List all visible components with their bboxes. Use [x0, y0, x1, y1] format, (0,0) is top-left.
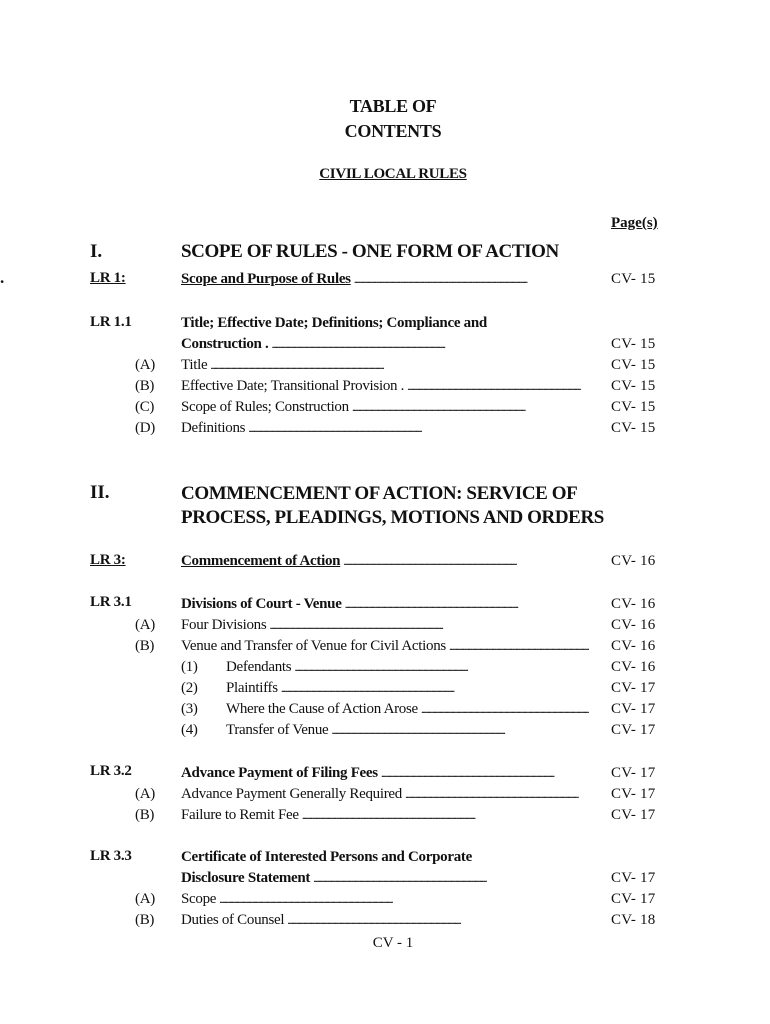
dot-leader	[210, 355, 589, 376]
dot-leader	[343, 551, 589, 572]
entry-text: Advance Payment Generally Required	[181, 786, 402, 802]
entry-text: Four Divisions	[181, 617, 267, 633]
toc-entry[interactable]	[181, 636, 589, 657]
dot-leader	[302, 805, 589, 826]
toc-entry[interactable]	[181, 763, 589, 784]
rule-number: LR 3.3	[90, 848, 132, 864]
page-ref: CV- 17	[611, 891, 656, 907]
dot-leader	[352, 397, 589, 418]
page-ref: CV- 15	[611, 378, 656, 394]
subsection-mark: (A)	[135, 786, 155, 802]
entry-text: Divisions of Court - Venue	[181, 596, 342, 612]
subsection-mark: (A)	[135, 891, 155, 907]
entry-text: Definitions	[181, 420, 246, 436]
dot-leader	[294, 657, 589, 678]
subsection-mark: (C)	[135, 399, 155, 415]
subsection-mark: (A)	[135, 617, 155, 633]
rule-number: LR 1.1	[90, 314, 132, 330]
entry-text-line1: Certificate of Interested Persons and Corporate	[181, 849, 472, 865]
dot-leader	[331, 720, 589, 741]
page-ref: CV- 17	[611, 722, 656, 738]
page-ref: CV- 16	[611, 638, 656, 654]
section-title-line1: COMMENCEMENT OF ACTION: SERVICE OF	[181, 483, 578, 504]
page-ref: CV- 16	[611, 617, 656, 633]
dot-leader	[313, 868, 589, 889]
item-mark: (4)	[181, 722, 198, 738]
toc-entry[interactable]	[181, 910, 589, 931]
dot-leader	[271, 334, 589, 355]
toc-entry[interactable]	[181, 355, 589, 376]
toc-entry[interactable]	[181, 551, 589, 572]
page-ref: CV- 17	[611, 680, 656, 696]
dot-leader	[421, 699, 589, 720]
page-ref: CV- 15	[611, 420, 656, 436]
subsection-mark: (B)	[135, 378, 155, 394]
dot-leader	[381, 763, 589, 784]
entry-text: Duties of Counsel	[181, 912, 285, 928]
toc-entry[interactable]	[181, 594, 589, 615]
entry-text: Scope of Rules; Construction	[181, 399, 349, 415]
entry-text: Commencement of Action	[181, 553, 341, 569]
dot-leader	[449, 636, 589, 657]
rule-number: LR 3:	[90, 552, 126, 568]
page-ref: CV- 16	[611, 596, 656, 612]
item-mark: (3)	[181, 701, 198, 717]
toc-entry[interactable]	[226, 678, 589, 699]
entry-text: Effective Date; Transitional Provision .	[181, 378, 405, 394]
section-title-line2: PROCESS, PLEADINGS, MOTIONS AND ORDERS	[181, 507, 604, 528]
page-ref: CV- 15	[611, 399, 656, 415]
dot-leader	[407, 376, 589, 397]
entry-text: Disclosure Statement	[181, 870, 311, 886]
toc-entry[interactable]	[226, 699, 589, 720]
toc-entry[interactable]	[181, 868, 589, 889]
toc-entry[interactable]	[181, 397, 589, 418]
document-title-line1: TABLE OF	[349, 96, 437, 116]
dot-leader	[354, 269, 589, 290]
entry-text: Failure to Remit Fee	[181, 807, 299, 823]
page-ref: CV- 15	[611, 271, 656, 287]
edge-mark: .	[0, 268, 5, 287]
entry-text: Advance Payment of Filing Fees	[181, 765, 378, 781]
page-ref: CV- 15	[611, 357, 656, 373]
page-ref: CV- 16	[611, 659, 656, 675]
toc-entry[interactable]	[181, 334, 589, 355]
item-mark: (1)	[181, 659, 198, 675]
rule-number: LR 1:	[90, 270, 126, 286]
toc-entry[interactable]	[181, 269, 589, 290]
page-ref: CV- 16	[611, 553, 656, 569]
dot-leader	[248, 418, 589, 439]
subsection-mark: (B)	[135, 638, 155, 654]
entry-text: Where the Cause of Action Arose	[226, 701, 418, 717]
subsection-mark: (B)	[135, 912, 155, 928]
entry-text: Transfer of Venue	[226, 722, 329, 738]
page-ref: CV- 17	[611, 701, 656, 717]
document-title-line2: CONTENTS	[344, 121, 442, 141]
page-ref: CV- 17	[611, 765, 656, 781]
entry-text: Title	[181, 357, 208, 373]
dot-leader	[219, 889, 589, 910]
page-ref: CV- 17	[611, 870, 656, 886]
subsection-mark: (A)	[135, 357, 155, 373]
toc-entry[interactable]	[181, 418, 589, 439]
toc-entry[interactable]	[181, 376, 589, 397]
item-mark: (2)	[181, 680, 198, 696]
entry-text: Scope	[181, 891, 217, 907]
pages-column-header: Page(s)	[611, 215, 658, 231]
entry-text: Scope and Purpose of Rules	[181, 271, 351, 287]
section-number: I.	[90, 241, 103, 262]
document-subtitle: CIVIL LOCAL RULES	[319, 166, 467, 182]
entry-text: Plaintiffs	[226, 680, 278, 696]
rule-number: LR 3.2	[90, 763, 132, 779]
page-ref: CV- 17	[611, 786, 656, 802]
entry-text: Construction .	[181, 336, 269, 352]
entry-text-line1: Title; Effective Date; Definitions; Compliance and	[181, 315, 487, 331]
page-ref: CV- 18	[611, 912, 656, 928]
toc-entry[interactable]	[181, 889, 589, 910]
page-ref: CV- 15	[611, 336, 656, 352]
page-ref: CV- 17	[611, 807, 656, 823]
dot-leader	[269, 615, 589, 636]
dot-leader	[287, 910, 589, 931]
toc-entry[interactable]	[181, 615, 589, 636]
entry-text: Venue and Transfer of Venue for Civil Actions	[181, 638, 446, 654]
section-title: SCOPE OF RULES - ONE FORM OF ACTION	[181, 241, 559, 262]
rule-number: LR 3.1	[90, 594, 132, 610]
toc-entry[interactable]	[181, 805, 589, 826]
entry-text: Defendants	[226, 659, 292, 675]
page-number: CV - 1	[372, 935, 414, 951]
subsection-mark: (D)	[135, 420, 155, 436]
dot-leader	[281, 678, 589, 699]
subsection-mark: (B)	[135, 807, 155, 823]
section-number: II.	[90, 482, 110, 503]
dot-leader	[345, 594, 589, 615]
toc-entry[interactable]	[226, 657, 589, 678]
toc-entry[interactable]	[181, 784, 589, 805]
dot-leader	[405, 784, 589, 805]
toc-entry[interactable]	[226, 720, 589, 741]
